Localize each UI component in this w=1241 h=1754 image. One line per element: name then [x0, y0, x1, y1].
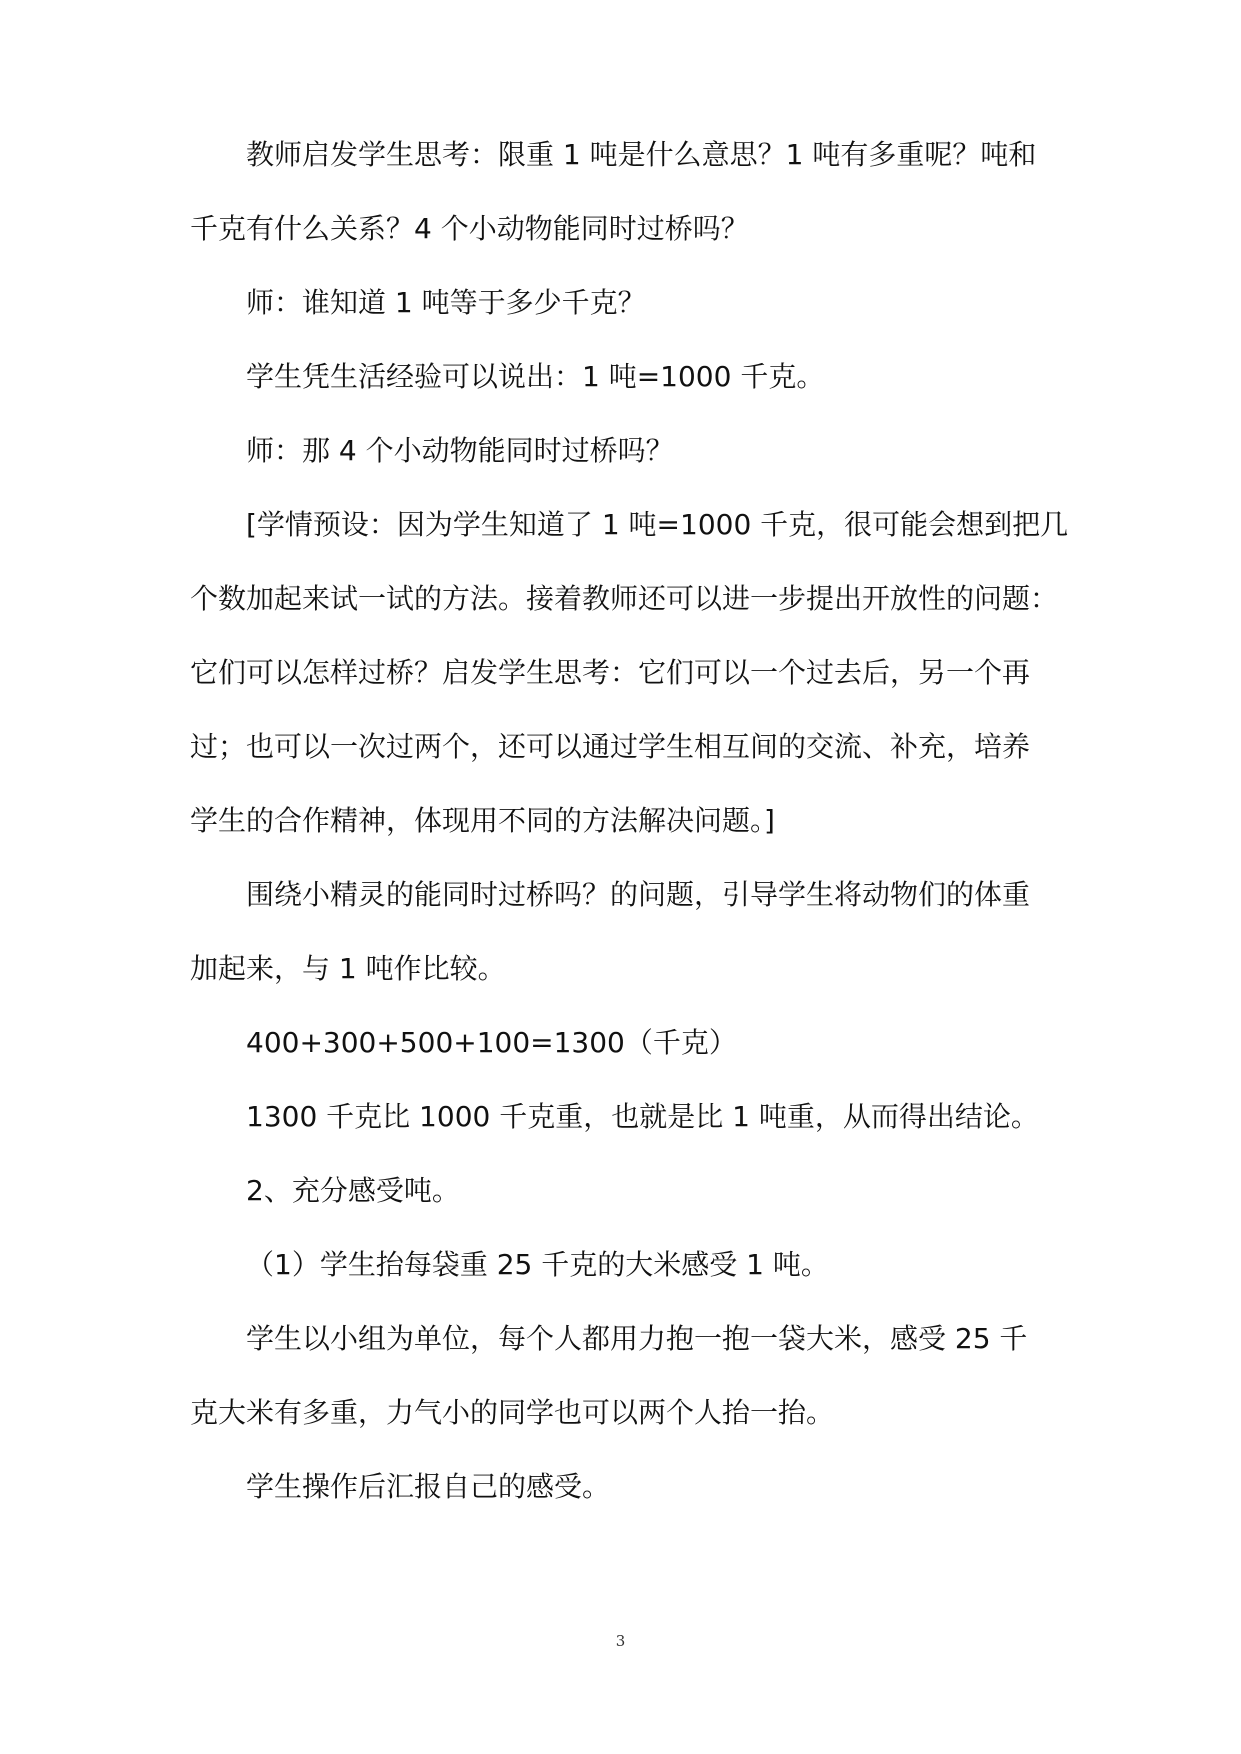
page-number: 3	[615, 1632, 626, 1650]
text-line: 1300 千克比 1000 千克重，也就是比 1 吨重，从而得出结论。	[246, 1100, 1039, 1133]
text-line: 千克有什么关系？4 个小动物能同时过桥吗？	[190, 212, 749, 245]
text-line: 师：那 4 个小动物能同时过桥吗？	[246, 434, 674, 467]
text-line: 学生凭生活经验可以说出：1 吨=1000 千克。	[246, 360, 825, 393]
text-line: 加起来，与 1 吨作比较。	[190, 952, 506, 985]
text-line: 过；也可以一次过两个，还可以通过学生相互间的交流、补充，培养	[190, 730, 1031, 763]
text-line: 教师启发学生思考：限重 1 吨是什么意思？1 吨有多重呢？吨和	[246, 138, 1037, 171]
text-line: 它们可以怎样过桥？启发学生思考：它们可以一个过去后，另一个再	[190, 656, 1031, 689]
text-line: 克大米有多重，力气小的同学也可以两个人抬一抬。	[190, 1396, 835, 1429]
text-line: 学生的合作精神，体现用不同的方法解决问题。]	[190, 804, 775, 837]
text-line: [学情预设：因为学生知道了 1 吨=1000 千克，很可能会想到把几	[246, 508, 1069, 541]
text-line: 学生操作后汇报自己的感受。	[246, 1470, 611, 1503]
text-line: 个数加起来试一试的方法。接着教师还可以进一步提出开放性的问题：	[190, 582, 1059, 615]
text-line: 师：谁知道 1 吨等于多少千克？	[246, 286, 646, 319]
text-line: 2、充分感受吨。	[246, 1174, 460, 1207]
text-line: 400+300+500+100=1300（千克）	[246, 1026, 737, 1059]
text-line: 学生以小组为单位，每个人都用力抱一抱一袋大米，感受 25 千	[246, 1322, 1028, 1355]
text-block	[190, 118, 1069, 1524]
text-line: 围绕小精灵的能同时过桥吗？的问题，引导学生将动物们的体重	[246, 878, 1031, 911]
text-line: （1）学生抬每袋重 25 千克的大米感受 1 吨。	[246, 1248, 829, 1281]
